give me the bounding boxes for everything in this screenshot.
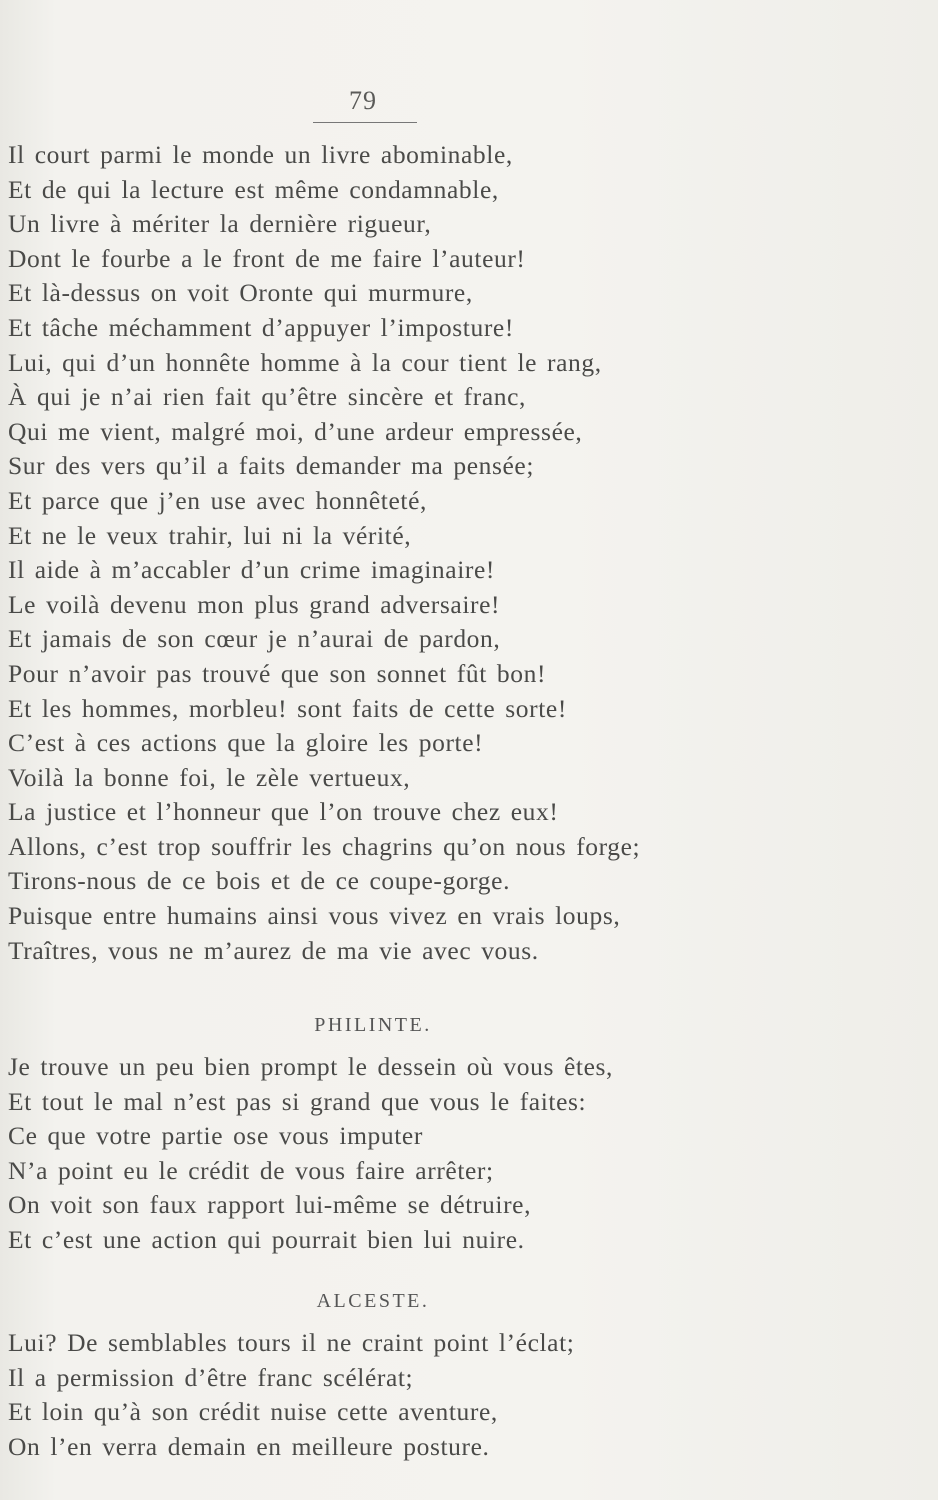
- verse-line: On l’en verra demain en meilleure posture.: [8, 1431, 490, 1461]
- verse-line: Je trouve un peu bien prompt le dessein où vous êtes,: [8, 1052, 613, 1081]
- verse-line: Puisque entre humains ainsi vous vivez en vrais loups,: [8, 901, 621, 931]
- verse-line: Il a permission d’être franc scélérat;: [8, 1362, 414, 1392]
- speaker-name-philinte: PHILINTE.: [314, 1014, 432, 1036]
- verse-line: Tirons-nous de ce bois et de ce coupe-gorge.: [8, 866, 511, 896]
- verse-line: À qui je n’ai rien fait qu’être sincère et franc,: [8, 382, 527, 412]
- verse-line: Et c’est une action qui pourrait bien lui nuire.: [8, 1224, 525, 1254]
- verse-line: Et jamais de son cœur je n’aurai de pardon,: [8, 624, 501, 654]
- verse-line: C’est à ces actions que la gloire les porte!: [8, 728, 484, 758]
- verse-block-alceste-2: [8, 1326, 574, 1464]
- verse-line: Lui? De semblables tours il ne craint point l’éclat;: [8, 1328, 575, 1357]
- verse-block-philinte: [8, 1050, 613, 1258]
- verse-line: Allons, c’est trop souffrir les chagrins qu’on nous forge;: [8, 831, 641, 861]
- verse-line: Et loin qu’à son crédit nuise cette aventure,: [8, 1397, 498, 1427]
- speaker-name-alceste: ALCESTE.: [316, 1290, 430, 1312]
- verse-line: Et de qui la lecture est même condamnable,: [8, 174, 499, 204]
- verse-line: Et là-dessus on voit Oronte qui murmure,: [8, 278, 473, 308]
- verse-line: Un livre à mériter la dernière rigueur,: [8, 209, 432, 239]
- verse-line: On voit son faux rapport lui-même se détruire,: [8, 1190, 532, 1220]
- page-number: 79: [349, 86, 377, 115]
- verse-line: Et ne le veux trahir, lui ni la vérité,: [8, 520, 412, 550]
- verse-line: Voilà la bonne foi, le zèle vertueux,: [8, 762, 411, 792]
- verse-line: Et tout le mal n’est pas si grand que vous le faites:: [8, 1086, 587, 1116]
- verse-line: Et tâche méchamment d’appuyer l’imposture!: [8, 312, 514, 342]
- verse-line: Pour n’avoir pas trouvé que son sonnet fût bon!: [8, 658, 547, 688]
- verse-line: Il court parmi le monde un livre abominable,: [8, 140, 513, 169]
- verse-line: La justice et l’honneur que l’on trouve chez eux!: [8, 797, 559, 827]
- verse-line: Qui me vient, malgré moi, d’une ardeur empressée,: [8, 416, 583, 446]
- verse-block-alceste-1: [8, 138, 640, 968]
- verse-line: Sur des vers qu’il a faits demander ma pensée;: [8, 451, 535, 481]
- verse-line: Dont le fourbe a le front de me faire l’auteur!: [8, 243, 526, 273]
- verse-line: Le voilà devenu mon plus grand adversaire!: [8, 589, 501, 619]
- verse-line: Ce que votre partie ose vous imputer: [8, 1121, 423, 1151]
- verse-line: Et parce que j’en use avec honnêteté,: [8, 485, 427, 515]
- verse-line: Lui, qui d’un honnête homme à la cour tient le rang,: [8, 347, 602, 377]
- verse-line: Traîtres, vous ne m’aurez de ma vie avec vous.: [8, 935, 539, 965]
- verse-line: Il aide à m’accabler d’un crime imaginaire!: [8, 555, 495, 585]
- page-number-rule: [313, 122, 417, 123]
- verse-line: N’a point eu le crédit de vous faire arrêter;: [8, 1155, 494, 1185]
- verse-line: Et les hommes, morbleu! sont faits de cette sorte!: [8, 693, 567, 723]
